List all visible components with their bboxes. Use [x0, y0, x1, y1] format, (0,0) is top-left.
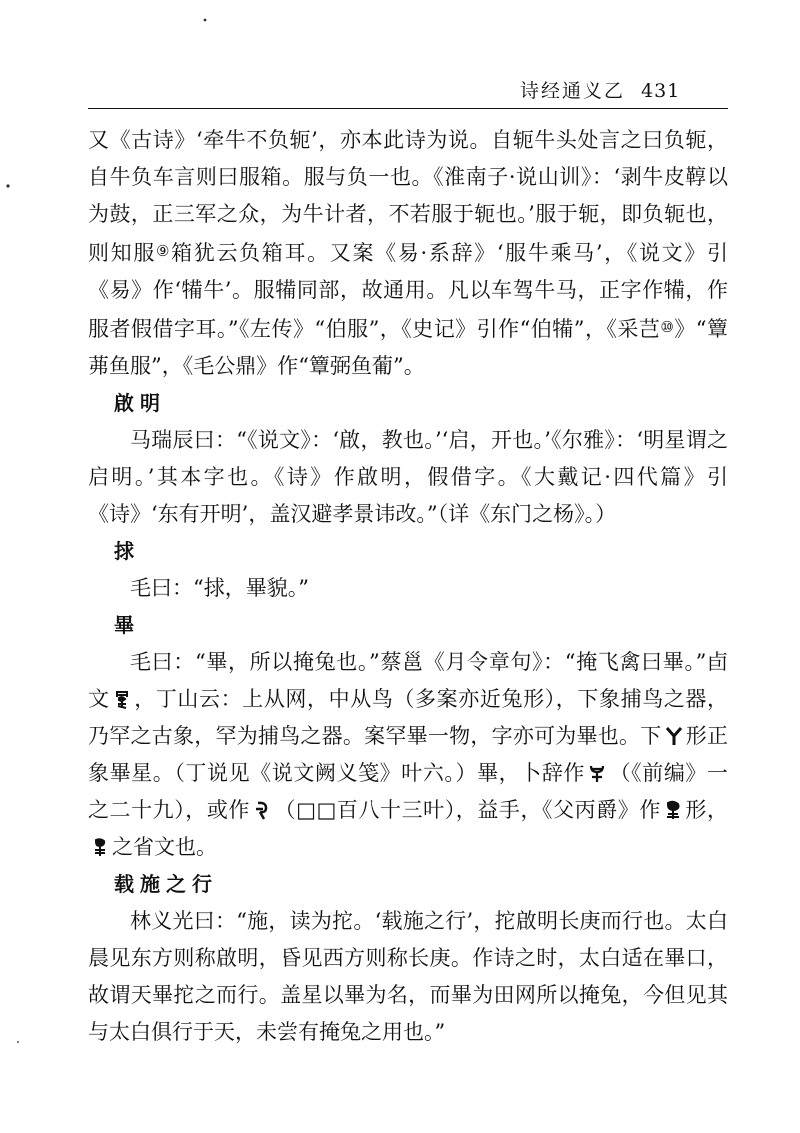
- paragraph-text: 形正象畢星。（丁说见《说文阙义笺》叶六。）畢，卜辞作: [88, 724, 728, 785]
- paragraph-text: （《前编》一之二十九），或作: [88, 761, 728, 822]
- paragraph-text: 毛曰：“畢，所以掩兔也。”蔡邕《月令章句》：“掩飞禽曰畢。”卣文: [88, 650, 728, 711]
- scan-speck: [6, 184, 9, 187]
- page-number: 431: [641, 80, 681, 102]
- paragraph-text: （□□百八十三叶），益手，《父丙爵》作: [273, 798, 661, 822]
- entry-heading-qiu: 捄: [114, 539, 140, 563]
- scan-speck: [204, 19, 207, 22]
- entry-heading-qiming: 啟明: [114, 391, 166, 415]
- entry-heading-zaishi: 载施之行: [114, 872, 218, 896]
- paragraph-text: 之省文也。: [112, 835, 217, 859]
- header-title: 诗经通义乙: [520, 80, 626, 102]
- entry-heading-bi: 畢: [114, 613, 140, 637]
- paragraph-text: 形，: [684, 798, 728, 822]
- paragraph-text: 又《古诗》‘牵牛不负轭’，亦本此诗为说。自轭牛头处言之曰负轭，自牛负车言则曰服箱。服与负一也。《淮南子·说山训》：‘剥牛皮鞟以为鼓，正三军之众，为牛计者，不若服于轭也。’服于轭，即负轭也，则知服: [88, 128, 728, 265]
- footnote-marker-10: ⑩: [660, 318, 675, 336]
- paragraph-qiu: 毛曰：“捄，畢貌。”: [130, 576, 309, 600]
- paragraph-text: 箱犹云负箱耳。又案《易·系辞》‘服牛乘马’，《说文》引《易》作‘犕牛’。服犕同部，故通用。凡以车驾牛马，正字作犕，作服者假借字耳。”《左传》“伯服”，《史记》引作“伯犕”，《采芑: [88, 241, 729, 341]
- paragraph-qiming: 马瑞辰曰：“《说文》：‘啟，教也。’‘启，开也。’《尔雅》：‘明星谓之启明。’其本字也。《诗》作啟明，假借字。《大戴记·四代篇》引《诗》‘东有开明’，盖汉避孝景讳改。”（详《东门之杨》。）: [88, 428, 728, 526]
- footnote-marker-9: ⑨: [156, 242, 172, 260]
- paragraph-text: ，丁山云：上从网，中从鸟（多案亦近兔形），下象捕鸟之器，乃罕之古象，罕为捕鸟之器。案罕畢一物，字亦可为畢也。下: [88, 687, 729, 748]
- scan-speck: [17, 1041, 19, 1043]
- paragraph-text: 》“簟茀鱼服”，《毛公鼎》作“簟弼鱼葡”。: [88, 317, 728, 378]
- paragraph-zaishi: 林义光曰：“施，读为拕。‘载施之行’，拕啟明长庚而行也。太白晨见东方则称啟明，昏见西方则称长庚。作诗之时，太白适在畢口，故谓天畢拕之而行。盖星以畢为名，而畢为田网所以掩兔，今但见其与太白俱行于天，未尝有掩兔之用也。”: [88, 909, 728, 1044]
